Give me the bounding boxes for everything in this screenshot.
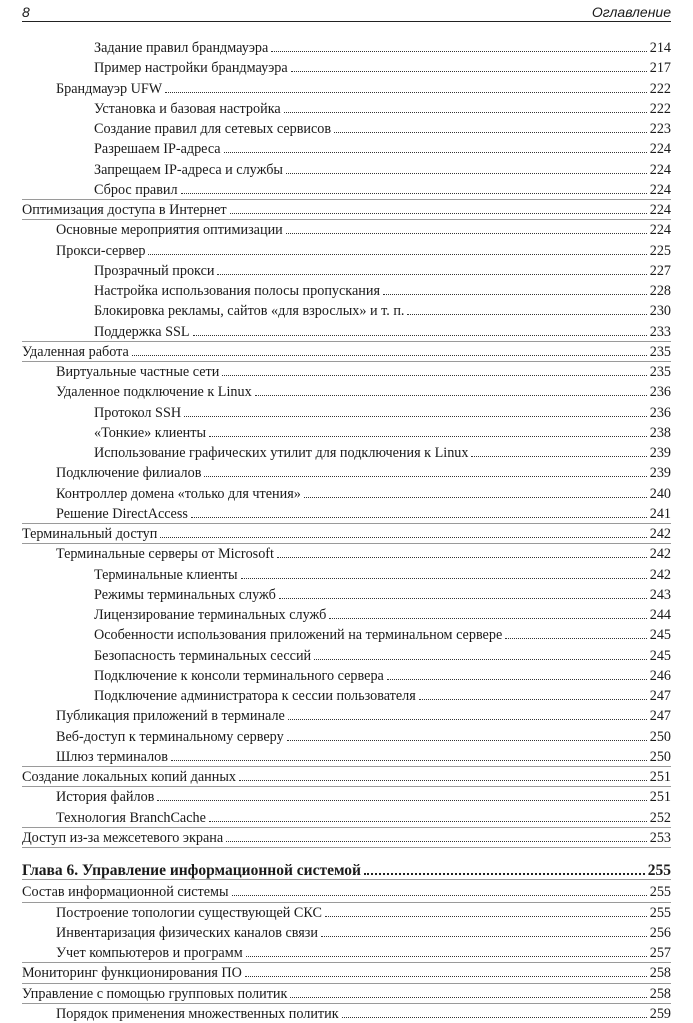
dot-leader: [288, 706, 647, 720]
toc-entry-page: 247: [649, 708, 671, 725]
toc-entry[interactable]: [94, 605, 671, 623]
toc-entry-page: 225: [649, 242, 671, 259]
dot-leader: [471, 443, 646, 457]
dot-leader: [184, 403, 647, 417]
entry-separator: [22, 847, 671, 848]
dot-leader: [287, 727, 647, 741]
dot-leader: [286, 160, 647, 174]
toc-entry-page: 224: [649, 161, 671, 178]
toc-entry-title: Прокси-сервер: [56, 242, 146, 259]
toc-entry-title: Доступ из-за межсетевого экрана: [22, 829, 224, 846]
toc-entry[interactable]: [22, 882, 671, 900]
toc-entry-title: Задание правил брандмауэра: [94, 40, 269, 56]
toc-entry[interactable]: [56, 463, 671, 481]
toc-entry[interactable]: [94, 585, 671, 603]
toc-entry[interactable]: [94, 565, 671, 583]
dot-leader: [193, 322, 647, 336]
toc-entry[interactable]: [94, 443, 671, 461]
toc-entry-title: Установка и базовая настройка: [94, 100, 281, 117]
toc-entry[interactable]: [94, 180, 671, 198]
toc-entry-title: Публикация приложений в терминале: [56, 708, 285, 725]
toc-entry-page: 241: [649, 505, 671, 522]
dot-leader: [222, 362, 646, 376]
dot-leader: [241, 565, 647, 579]
toc-entry[interactable]: [56, 943, 671, 961]
toc-entry-title: Виртуальные частные сети: [56, 364, 220, 380]
toc-entry-page: 222: [649, 100, 671, 117]
toc-entry[interactable]: [22, 984, 671, 1002]
dot-leader: [325, 903, 647, 917]
toc-entry[interactable]: [56, 220, 671, 238]
dot-leader: [255, 382, 647, 396]
toc-entry-title: Веб-доступ к терминальному серверу: [56, 728, 284, 745]
toc-entry-page: 246: [649, 667, 671, 684]
toc-entry[interactable]: [94, 666, 671, 684]
toc-entry-page: 255: [649, 884, 671, 901]
toc-entry[interactable]: [56, 903, 671, 921]
toc-entry[interactable]: [94, 119, 671, 137]
toc-entry-title: Запрещаем IP-адреса и службы: [94, 161, 283, 178]
toc-entry[interactable]: [94, 625, 671, 643]
dot-leader: [132, 342, 647, 356]
toc-entry[interactable]: [94, 160, 671, 178]
toc-entry-page: 240: [649, 485, 671, 502]
toc-entry-page: 250: [649, 728, 671, 745]
toc-entry-page: 242: [649, 566, 671, 583]
toc-entry-title: «Тонкие» клиенты: [94, 424, 206, 441]
dot-leader: [171, 747, 647, 761]
toc-entry-page: 247: [649, 688, 671, 704]
toc-entry-title: Разрешаем IP-адреса: [94, 141, 221, 158]
toc-entry-title: Состав информационной системы: [22, 884, 229, 901]
dot-leader: [407, 301, 646, 315]
dot-leader: [364, 860, 645, 875]
header-rule: [22, 21, 671, 22]
dot-leader: [148, 241, 646, 255]
toc-entry-title: Подключение администратора к сессии пользователя: [94, 688, 416, 704]
toc-entry[interactable]: [94, 99, 671, 117]
toc-entry-page: 239: [649, 465, 671, 482]
dot-leader: [232, 882, 647, 896]
dot-leader: [160, 524, 646, 538]
toc-entry[interactable]: [22, 963, 671, 981]
toc-entry-page: 217: [649, 60, 671, 77]
toc-entry-page: 258: [649, 965, 671, 982]
toc-entry-page: 233: [649, 323, 671, 340]
toc-entry-page: 255: [649, 904, 671, 921]
toc-entry-page: 224: [649, 222, 671, 239]
toc-entry[interactable]: [94, 261, 671, 279]
toc-entry-title: Терминальный доступ: [22, 526, 158, 542]
dot-leader: [290, 984, 646, 998]
toc-entry-page: 245: [649, 627, 671, 644]
toc-entry-page: 244: [649, 607, 671, 623]
toc-entry[interactable]: [22, 767, 671, 785]
toc-entry-title: Подключение филиалов: [56, 465, 202, 482]
toc-entry-page: 255: [647, 862, 671, 879]
dot-leader: [209, 808, 647, 822]
toc-entry[interactable]: [22, 524, 671, 542]
toc-entry[interactable]: [56, 706, 671, 724]
toc-entry-page: 250: [649, 748, 671, 765]
toc-entry-title: Решение DirectAccess: [56, 505, 188, 522]
toc-entry-title: Мониторинг функционирования ПО: [22, 965, 242, 982]
dot-leader: [224, 139, 647, 153]
toc-entry-page: 230: [649, 303, 671, 320]
toc-entry[interactable]: [56, 79, 671, 97]
toc-entry[interactable]: [94, 38, 671, 56]
toc-entry-title: Основные мероприятия оптимизации: [56, 222, 283, 239]
toc-entry[interactable]: [56, 504, 671, 522]
toc-entry[interactable]: [94, 403, 671, 421]
toc-entry-page: 223: [649, 121, 671, 137]
dot-leader: [284, 99, 647, 113]
toc-entry-title: Удаленное подключение к Linux: [56, 384, 252, 401]
dot-leader: [181, 180, 647, 194]
toc-entry[interactable]: [56, 241, 671, 259]
dot-leader: [165, 79, 647, 93]
toc-entry-title: Создание правил для сетевых сервисов: [94, 121, 332, 137]
running-title: Оглавление: [591, 4, 671, 20]
toc-entry-page: 224: [649, 202, 671, 218]
toc-entry-page: 214: [649, 40, 671, 56]
toc-entry-title: Терминальные серверы от Microsoft: [56, 546, 274, 563]
toc-entry-title: Удаленная работа: [22, 343, 129, 360]
toc-entry-title: Режимы терминальных служб: [94, 586, 276, 603]
dot-leader: [209, 423, 647, 437]
toc-entry-page: 224: [649, 141, 671, 158]
toc-entry-title: Подключение к консоли терминального сервера: [94, 667, 384, 684]
toc-entry-title: Шлюз терминалов: [56, 748, 168, 765]
toc-entry-title: Блокировка рекламы, сайтов «для взрослых» и т. п.: [94, 303, 405, 320]
dot-leader: [286, 220, 647, 234]
toc-entry-title: Построение топологии существующей СКС: [56, 904, 322, 921]
toc-entry-page: 256: [649, 924, 671, 941]
toc-entry-title: История файлов: [56, 789, 155, 806]
toc-entry[interactable]: [94, 139, 671, 157]
toc-entry-title: Глава 6. Управление информационной системой: [22, 862, 361, 879]
toc-entry-title: Лицензирование терминальных служб: [94, 607, 327, 623]
dot-leader: [279, 585, 647, 599]
page-number: 8: [22, 4, 30, 20]
toc-entry[interactable]: [94, 646, 671, 664]
toc-entry-title: Управление с помощью групповых политик: [22, 985, 288, 1002]
dot-leader: [157, 787, 646, 801]
toc-entry-page: 258: [649, 985, 671, 1002]
toc-entry-title: Поддержка SSL: [94, 323, 190, 340]
toc-entry-title: Инвентаризация физических каналов связи: [56, 924, 318, 941]
dot-leader: [271, 38, 646, 52]
dot-leader: [321, 923, 647, 937]
toc-entry[interactable]: [56, 544, 671, 562]
toc-entry[interactable]: [22, 342, 671, 360]
toc-entry-page: 242: [649, 546, 671, 563]
toc-entry[interactable]: [94, 322, 671, 340]
toc-entry-page: 239: [649, 445, 671, 461]
toc-entry[interactable]: [56, 808, 671, 826]
toc-entry-page: 235: [649, 343, 671, 360]
dot-leader: [226, 828, 647, 842]
toc-entry-page: 236: [649, 384, 671, 401]
toc-entry-page: 243: [649, 586, 671, 603]
toc-entry-page: 236: [649, 404, 671, 421]
toc-entry-page: 245: [649, 647, 671, 664]
toc-entry-page: 253: [649, 829, 671, 846]
toc-entry-title: Особенности использования приложений на терминальном сервере: [94, 627, 503, 644]
toc-entry-title: Оптимизация доступа в Интернет: [22, 202, 227, 218]
toc-entry[interactable]: [94, 301, 671, 319]
dot-leader: [217, 261, 646, 275]
dot-leader: [191, 504, 647, 518]
toc-entry-page: 242: [649, 526, 671, 542]
toc-entry-page: 259: [649, 1005, 671, 1022]
toc-entry-title: Контроллер домена «только для чтения»: [56, 485, 301, 502]
dot-leader: [291, 58, 647, 72]
toc-entry[interactable]: [94, 281, 671, 299]
toc-entry[interactable]: [56, 727, 671, 745]
toc-entry-title: Сброс правил: [94, 181, 178, 198]
toc-entry-title: Использование графических утилит для подключения к Linux: [94, 445, 469, 461]
dot-leader: [239, 767, 647, 781]
toc-entry-title: Учет компьютеров и программ: [56, 945, 243, 961]
toc-entry-page: 228: [649, 283, 671, 299]
entry-separator: [22, 879, 671, 880]
toc-entry[interactable]: [94, 58, 671, 76]
toc-entry-title: Порядок применения множественных политик: [56, 1005, 339, 1022]
toc-entry[interactable]: [56, 787, 671, 805]
toc-entry[interactable]: [56, 382, 671, 400]
toc-entry-page: 235: [649, 364, 671, 380]
toc-entry-title: Брандмауэр UFW: [56, 80, 163, 97]
toc-entry[interactable]: [56, 923, 671, 941]
toc-entry-title: Безопасность терминальных сессий: [94, 647, 312, 664]
dot-leader: [314, 646, 647, 660]
toc-entry[interactable]: [56, 362, 671, 380]
toc-entry[interactable]: [56, 484, 671, 502]
chapter-entry[interactable]: [22, 860, 671, 878]
dot-leader: [334, 119, 647, 133]
dot-leader: [304, 484, 647, 498]
dot-leader: [383, 281, 647, 295]
dot-leader: [230, 200, 647, 214]
dot-leader: [387, 666, 647, 680]
dot-leader: [204, 463, 646, 477]
toc-entry-title: Создание локальных копий данных: [22, 769, 236, 785]
toc-entry-page: 251: [649, 789, 671, 806]
toc-entry-title: Терминальные клиенты: [94, 566, 238, 583]
toc-entry[interactable]: [56, 747, 671, 765]
dot-leader: [277, 544, 647, 558]
toc-entry[interactable]: [56, 1004, 671, 1022]
toc-entry-page: 252: [649, 809, 671, 826]
toc-entry[interactable]: [94, 686, 671, 704]
toc-entry[interactable]: [94, 423, 671, 441]
dot-leader: [419, 686, 647, 700]
toc-entry-page: 222: [649, 80, 671, 97]
toc-entry-page: 251: [649, 769, 671, 785]
dot-leader: [505, 625, 646, 639]
toc-entry-title: Протокол SSH: [94, 404, 182, 421]
toc-entry-page: 224: [649, 181, 671, 198]
toc-entry-title: Настройка использования полосы пропускания: [94, 283, 380, 299]
toc-entry[interactable]: [22, 200, 671, 218]
dot-leader: [342, 1004, 647, 1018]
toc-entry[interactable]: [22, 828, 671, 846]
toc-entry-page: 238: [649, 424, 671, 441]
toc-entry-title: Прозрачный прокси: [94, 262, 215, 279]
toc-entry-title: Технология BranchCache: [56, 809, 206, 826]
toc-entry-title: Пример настройки брандмауэра: [94, 60, 288, 77]
dot-leader: [245, 963, 647, 977]
dot-leader: [246, 943, 647, 957]
toc-entry-page: 257: [649, 945, 671, 961]
dot-leader: [329, 605, 646, 619]
toc-entry-page: 227: [649, 262, 671, 279]
